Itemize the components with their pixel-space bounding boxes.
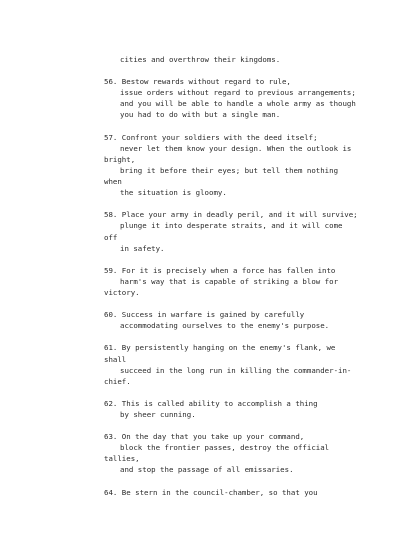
text-line: the situation is gloomy. <box>120 188 227 198</box>
body-text <box>104 54 404 498</box>
text-line: 64. Be stern in the council-chamber, so that you <box>104 487 318 497</box>
text-line: and stop the passage of all emissaries. <box>120 465 294 475</box>
text-line: issue orders without regard to previous arrangements; <box>120 88 356 98</box>
paragraph-gap <box>104 476 404 487</box>
text-line: 57. Confront your soldiers with the deed itself; <box>104 132 318 142</box>
text-line: 56. Bestow rewards without regard to rule, <box>104 77 291 87</box>
paragraph-gap <box>104 420 404 431</box>
text-line: chief. <box>104 376 131 386</box>
text-line: off <box>104 232 118 242</box>
text-line: bright, <box>104 154 136 164</box>
paragraph-gap <box>104 331 404 342</box>
text-line: in safety. <box>120 243 165 253</box>
text-line: block the frontier passes, destroy the official <box>120 443 330 453</box>
paragraph-gap <box>104 198 404 209</box>
text-line: accommodating ourselves to the enemy's purpose. <box>120 321 330 331</box>
text-line: shall <box>104 354 127 364</box>
text-line: never let them know your design. When the outlook is <box>120 143 352 153</box>
text-line: 63. On the day that you take up your command, <box>104 432 305 442</box>
text-line: 62. This is called ability to accomplish a thing <box>104 398 318 408</box>
text-line: and you will be able to handle a whole army as though <box>120 99 356 109</box>
text-line: victory. <box>104 287 140 297</box>
paragraph-gap <box>104 298 404 309</box>
text-line: 58. Place your army in deadly peril, and it will survive; <box>104 210 358 220</box>
text-line: tallies, <box>104 454 140 464</box>
text-line: by sheer cunning. <box>120 410 196 419</box>
text-line: plunge it into desperate straits, and it will come <box>120 221 343 231</box>
text-line: 61. By persistently hanging on the enemy's flank, we <box>104 343 336 353</box>
text-line: cities and overthrow their kingdoms. <box>120 55 281 64</box>
text-line: you had to do with but a single man. <box>120 110 281 120</box>
text-line: succeed in the long run in killing the commander-in- <box>120 365 352 375</box>
text-line: harm's way that is capable of striking a blow for <box>120 276 339 286</box>
text-line: bring it before their eyes; but tell them nothing <box>120 165 339 175</box>
paragraph-gap <box>104 254 404 265</box>
paragraph-gap <box>104 121 404 132</box>
text-line: 59. For it is precisely when a force has fallen into <box>104 265 336 275</box>
paragraph-gap <box>104 65 404 76</box>
text-line: 60. Success in warfare is gained by carefully <box>104 310 305 320</box>
paragraph-gap <box>104 387 404 398</box>
text-line: when <box>104 177 122 187</box>
